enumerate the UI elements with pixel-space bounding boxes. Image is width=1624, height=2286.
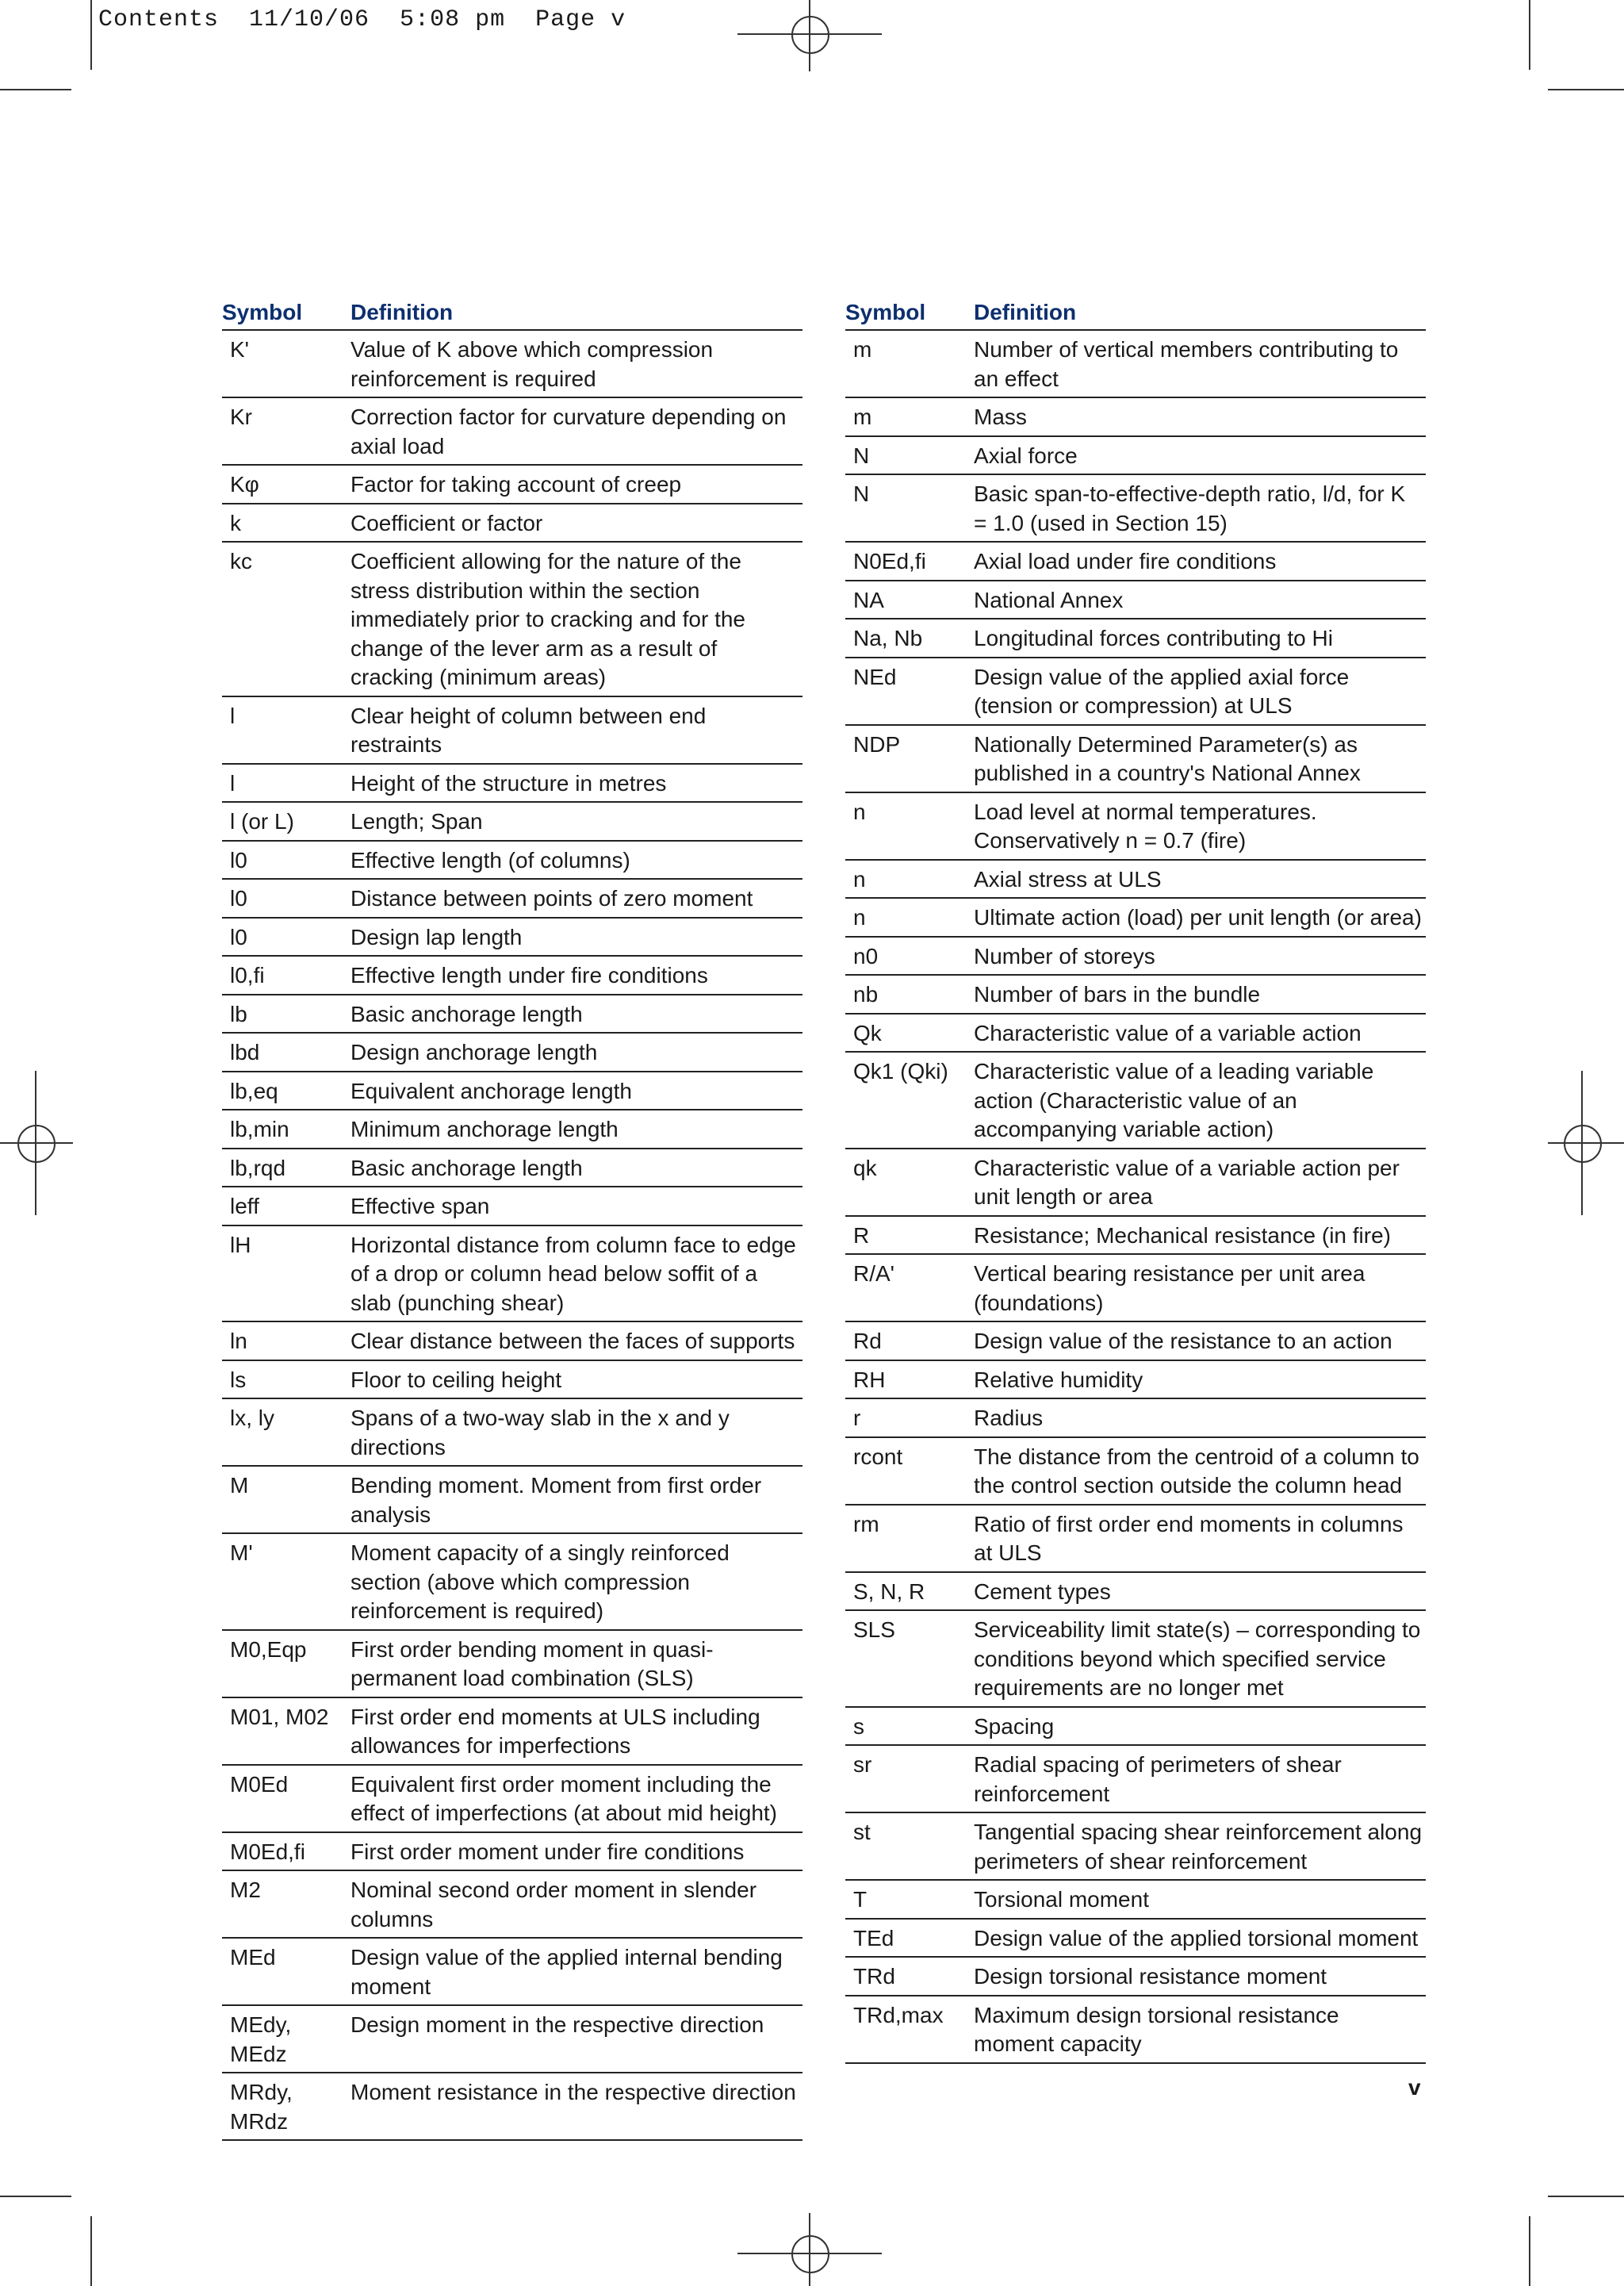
- table-row: [222, 803, 802, 842]
- table-header: [845, 295, 1426, 331]
- definition-cell: Equivalent first order moment including the effect of imperfections (at about mid height): [350, 1771, 777, 1825]
- crop-mark: [1548, 89, 1624, 90]
- definition-cell: Distance between points of zero moment: [350, 886, 753, 911]
- table-row: [222, 398, 802, 466]
- definition-cell: Resistance; Mechanical resistance (in fire): [974, 1222, 1391, 1248]
- symbol-cell: Na, Nb: [853, 626, 923, 650]
- table-row: [222, 697, 802, 765]
- table-row: [845, 619, 1426, 658]
- page-number: v: [1408, 2075, 1421, 2100]
- table-row: [845, 437, 1426, 476]
- definition-cell: Axial stress at ULS: [974, 866, 1162, 892]
- definition-cell: Coefficient or factor: [350, 510, 543, 535]
- definition-cell: Longitudinal forces contributing to Hi: [974, 626, 1333, 650]
- table-row: [845, 658, 1426, 726]
- registration-mark: [791, 2235, 829, 2273]
- table-header: [222, 295, 802, 331]
- table-row: [222, 1034, 802, 1072]
- definition-cell: Relative humidity: [974, 1367, 1143, 1392]
- symbol-cell: rm: [853, 1511, 879, 1536]
- definition-column-header: Definition: [350, 300, 454, 324]
- crop-mark: [1529, 0, 1530, 70]
- table-row: [845, 581, 1426, 620]
- definition-cell: Effective length (of columns): [350, 847, 630, 873]
- symbol-cell: SLS: [853, 1617, 895, 1642]
- definition-cell: First order end moments at ULS including allowances for imperfections: [350, 1704, 760, 1758]
- definition-cell: Maximum design torsional resistance moment capacity: [974, 2002, 1339, 2056]
- symbol-cell: l0,fi: [230, 963, 265, 988]
- definition-cell: Characteristic value of a variable action per unit length or area: [974, 1155, 1400, 1209]
- registration-mark: [1564, 1125, 1602, 1163]
- table-row: [222, 1631, 802, 1698]
- definition-cell: Equivalent anchorage length: [350, 1078, 632, 1103]
- definition-cell: Design torsional resistance moment: [974, 1964, 1327, 1989]
- table-row: [845, 861, 1426, 899]
- symbol-cell: NEd: [853, 664, 897, 689]
- table-row: [845, 1015, 1426, 1053]
- definition-cell: Effective span: [350, 1194, 490, 1218]
- table-row: [845, 1149, 1426, 1217]
- symbol-cell: N: [853, 481, 870, 506]
- definition-cell: Number of bars in the bundle: [974, 982, 1261, 1007]
- symbol-column-header: Symbol: [845, 300, 926, 324]
- table-row: [845, 1920, 1426, 1958]
- registration-mark: [809, 2213, 810, 2286]
- definition-cell: National Annex: [974, 587, 1124, 612]
- table-row: [845, 1255, 1426, 1322]
- crop-mark: [0, 89, 71, 90]
- definition-cell: Length; Span: [350, 809, 483, 834]
- table-row: [845, 1813, 1426, 1881]
- table-row: [222, 957, 802, 995]
- table-row: [222, 995, 802, 1034]
- symbol-cell: K': [230, 337, 250, 362]
- definition-cell: Mass: [974, 405, 1027, 429]
- symbol-cell: M01, M02: [230, 1704, 329, 1729]
- definition-cell: Spacing: [974, 1713, 1055, 1739]
- table-row: [222, 1322, 802, 1361]
- definition-cell: Minimum anchorage length: [350, 1117, 619, 1141]
- table-row: [845, 475, 1426, 543]
- table-row: [845, 976, 1426, 1015]
- symbol-cell: TEd: [853, 1925, 894, 1950]
- symbol-cell: NA: [853, 587, 884, 612]
- definition-cell: Spans of a two-way slab in the x and y directions: [350, 1406, 730, 1459]
- symbol-cell: M0,Eqp: [230, 1636, 307, 1662]
- symbol-cell: N0Ed,fi: [853, 549, 926, 573]
- definition-cell: Clear distance between the faces of supports: [350, 1329, 795, 1353]
- table-row: [845, 1708, 1426, 1747]
- definition-cell: Design value of the resistance to an action: [974, 1329, 1392, 1353]
- definition-cell: Bending moment. Moment from first order analysis: [350, 1473, 762, 1527]
- definition-cell: Basic anchorage length: [350, 1001, 583, 1026]
- table-row: [845, 1881, 1426, 1920]
- symbol-cell: l (or L): [230, 809, 294, 834]
- definition-cell: Ultimate action (load) per unit length (or area): [974, 905, 1422, 930]
- definition-cell: Basic span-to-effective-depth ratio, l/d, for K = 1.0 (used in Section 15): [974, 481, 1406, 535]
- registration-mark: [17, 1125, 56, 1163]
- registration-mark: [1581, 1071, 1583, 1215]
- table-row: [222, 1833, 802, 1872]
- definition-cell: Height of the structure in metres: [350, 770, 667, 796]
- symbol-cell: ls: [230, 1367, 247, 1392]
- definition-cell: Moment capacity of a singly reinforced section (above which compression reinforcement is required): [350, 1540, 730, 1623]
- table-row: [222, 504, 802, 543]
- definition-cell: Value of K above which compression reinforcement is required: [350, 337, 714, 391]
- definition-cell: Load level at normal temperatures. Conservatively n = 0.7 (fire): [974, 799, 1317, 853]
- symbol-cell: m: [853, 337, 872, 362]
- symbol-cell: l0: [230, 924, 247, 949]
- table-row: [845, 398, 1426, 437]
- table-row: [222, 1187, 802, 1226]
- symbol-cell: M': [230, 1540, 253, 1565]
- definition-cell: Ratio of first order end moments in columns at ULS: [974, 1511, 1404, 1565]
- table-row: [222, 1361, 802, 1400]
- definition-cell: Characteristic value of a leading variable action (Characteristic value of an accompanying variable action): [974, 1059, 1374, 1141]
- table-row: [845, 1053, 1426, 1149]
- table-row: [222, 880, 802, 919]
- symbol-cell: qk: [853, 1155, 877, 1180]
- definition-column-header: Definition: [974, 300, 1077, 324]
- symbol-table-left: [222, 295, 802, 2141]
- registration-mark: [1548, 1142, 1624, 1144]
- definition-cell: First order bending moment in quasi-permanent load combination (SLS): [350, 1636, 714, 1690]
- symbol-cell: MEdy, MEdz: [230, 2012, 292, 2066]
- definition-cell: Vertical bearing resistance per unit area (foundations): [974, 1261, 1365, 1315]
- symbol-cell: Rd: [853, 1329, 882, 1353]
- symbol-cell: nb: [853, 982, 879, 1007]
- symbol-cell: l: [230, 703, 236, 728]
- table-row: [222, 2006, 802, 2073]
- symbol-cell: NDP: [853, 731, 901, 757]
- symbol-cell: s: [853, 1713, 864, 1739]
- definition-cell: Design value of the applied axial force (tension or compression) at ULS: [974, 664, 1350, 718]
- symbol-cell: m: [853, 405, 872, 429]
- definition-cell: Effective length under fire conditions: [350, 963, 708, 988]
- symbol-cell: lbd: [230, 1040, 260, 1064]
- definition-cell: Correction factor for curvature depending on axial load: [350, 405, 787, 458]
- symbol-cell: M2: [230, 1878, 261, 1902]
- table-row: [845, 1611, 1426, 1708]
- symbol-cell: lb,rqd: [230, 1155, 286, 1180]
- definition-cell: Torsional moment: [974, 1887, 1149, 1912]
- symbol-cell: TRd: [853, 1964, 895, 1989]
- definition-cell: Horizontal distance from column face to edge of a drop or column head below soffit of a slab (punching shear): [350, 1232, 796, 1315]
- table-row: [222, 1871, 802, 1939]
- definition-cell: Radius: [974, 1406, 1044, 1430]
- table-row: [222, 1110, 802, 1149]
- symbol-cell: Qk1 (Qki): [853, 1059, 948, 1084]
- table-body: [845, 331, 1426, 2064]
- definition-cell: Axial load under fire conditions: [974, 549, 1277, 573]
- table-row: [845, 1399, 1426, 1438]
- crop-mark: [0, 2196, 71, 2197]
- symbol-cell: sr: [853, 1752, 872, 1777]
- table-row: [845, 1505, 1426, 1573]
- definition-cell: Floor to ceiling height: [350, 1367, 562, 1392]
- symbol-cell: M0Ed: [230, 1771, 289, 1797]
- symbol-cell: TRd,max: [853, 2002, 944, 2027]
- crop-mark: [1529, 2216, 1530, 2286]
- crop-mark: [1548, 2196, 1624, 2197]
- table-row: [222, 765, 802, 804]
- symbol-cell: n0: [853, 943, 879, 968]
- table-row: [845, 1217, 1426, 1256]
- registration-mark: [791, 16, 829, 54]
- symbol-cell: l: [230, 770, 236, 796]
- symbol-cell: l0: [230, 847, 247, 873]
- table-row: [222, 1766, 802, 1833]
- definition-cell: First order moment under fire conditions: [350, 1839, 745, 1864]
- table-row: [222, 1226, 802, 1323]
- symbol-cell: lb,min: [230, 1117, 289, 1141]
- table-row: [222, 1399, 802, 1467]
- symbol-cell: T: [853, 1887, 868, 1912]
- symbol-cell: rcont: [853, 1444, 903, 1469]
- table-row: [222, 1072, 802, 1111]
- symbol-cell: n: [853, 866, 866, 892]
- table-row: [222, 1698, 802, 1766]
- definition-cell: Design moment in the respective direction: [350, 2012, 764, 2037]
- table-row: [222, 919, 802, 957]
- definition-cell: Design value of the applied torsional moment: [974, 1925, 1419, 1950]
- symbol-cell: l0: [230, 886, 247, 911]
- symbol-cell: ln: [230, 1329, 247, 1353]
- definition-cell: Number of vertical members contributing to an effect: [974, 337, 1399, 391]
- definition-cell: Basic anchorage length: [350, 1155, 583, 1180]
- definition-cell: Axial force: [974, 443, 1078, 468]
- symbol-cell: kc: [230, 549, 252, 573]
- definition-cell: Coefficient allowing for the nature of the stress distribution within the section immediately prior to cracking and for the change of the lever arm as a result of cracking (minimum areas): [350, 549, 745, 689]
- crop-mark: [90, 0, 92, 70]
- symbol-cell: lb,eq: [230, 1078, 278, 1103]
- symbol-cell: Kr: [230, 405, 252, 429]
- symbol-cell: M: [230, 1473, 249, 1498]
- symbol-cell: MRdy, MRdz: [230, 2080, 293, 2134]
- table-row: [845, 899, 1426, 938]
- table-row: [222, 1467, 802, 1534]
- definition-cell: Nationally Determined Parameter(s) as published in a country's National Annex: [974, 731, 1361, 785]
- print-slug: Contents 11/10/06 5:08 pm Page v: [98, 6, 626, 33]
- symbol-cell: RH: [853, 1367, 886, 1392]
- symbol-cell: n: [853, 799, 866, 824]
- table-row: [845, 1996, 1426, 2064]
- table-row: [222, 1149, 802, 1188]
- table-row: [222, 2073, 802, 2141]
- symbol-cell: S, N, R: [853, 1578, 925, 1604]
- table-row: [222, 842, 802, 880]
- definition-cell: Characteristic value of a variable action: [974, 1020, 1362, 1045]
- table-row: [845, 1322, 1426, 1361]
- registration-mark: [35, 1071, 36, 1215]
- definition-cell: Cement types: [974, 1578, 1111, 1604]
- symbol-cell: leff: [230, 1194, 259, 1218]
- table-row: [222, 1534, 802, 1631]
- definition-cell: Design anchorage length: [350, 1040, 598, 1064]
- definition-cell: Moment resistance in the respective direction: [350, 2080, 796, 2104]
- symbol-cell: n: [853, 905, 866, 930]
- table-row: [222, 1939, 802, 2006]
- symbol-cell: st: [853, 1820, 871, 1844]
- symbol-cell: lx, ly: [230, 1406, 274, 1430]
- symbol-cell: R: [853, 1222, 870, 1248]
- definition-cell: Number of storeys: [974, 943, 1155, 968]
- symbol-cell: r: [853, 1406, 861, 1430]
- table-row: [222, 331, 802, 398]
- definition-cell: Nominal second order moment in slender columns: [350, 1878, 757, 1931]
- table-row: [845, 331, 1426, 398]
- crop-mark: [90, 2216, 92, 2286]
- table-body: [222, 331, 802, 2141]
- table-row: [845, 726, 1426, 793]
- symbol-cell: R/A': [853, 1261, 895, 1286]
- table-row: [845, 543, 1426, 581]
- symbol-cell: k: [230, 510, 241, 535]
- symbol-table-right: [845, 295, 1426, 2064]
- symbol-cell: M0Ed,fi: [230, 1839, 305, 1864]
- table-row: [222, 543, 802, 697]
- symbol-cell: Qk: [853, 1020, 882, 1045]
- definition-cell: Tangential spacing shear reinforcement along perimeters of shear reinforcement: [974, 1820, 1423, 1874]
- table-row: [222, 466, 802, 504]
- table-row: [845, 793, 1426, 861]
- symbol-cell: Kφ: [230, 472, 259, 497]
- table-row: [845, 1438, 1426, 1505]
- symbol-cell: MEd: [230, 1945, 276, 1970]
- definition-cell: Factor for taking account of creep: [350, 472, 682, 497]
- definition-cell: Clear height of column between end restraints: [350, 703, 707, 757]
- table-row: [845, 938, 1426, 976]
- table-row: [845, 1573, 1426, 1612]
- symbol-column-header: Symbol: [222, 300, 303, 324]
- symbol-cell: lb: [230, 1001, 247, 1026]
- table-row: [845, 1361, 1426, 1400]
- definition-cell: Design value of the applied internal bending moment: [350, 1945, 783, 1999]
- table-row: [845, 1746, 1426, 1813]
- registration-mark: [809, 0, 810, 71]
- definition-cell: Radial spacing of perimeters of shear reinforcement: [974, 1752, 1342, 1806]
- table-row: [845, 1958, 1426, 1996]
- registration-mark: [0, 1142, 73, 1144]
- symbol-cell: lH: [230, 1232, 251, 1257]
- definition-cell: Design lap length: [350, 924, 523, 949]
- definition-cell: Serviceability limit state(s) – corresponding to conditions beyond which specified service requirements are no longer met: [974, 1617, 1421, 1700]
- definition-cell: The distance from the centroid of a column to the control section outside the column head: [974, 1444, 1419, 1498]
- symbol-cell: N: [853, 443, 870, 468]
